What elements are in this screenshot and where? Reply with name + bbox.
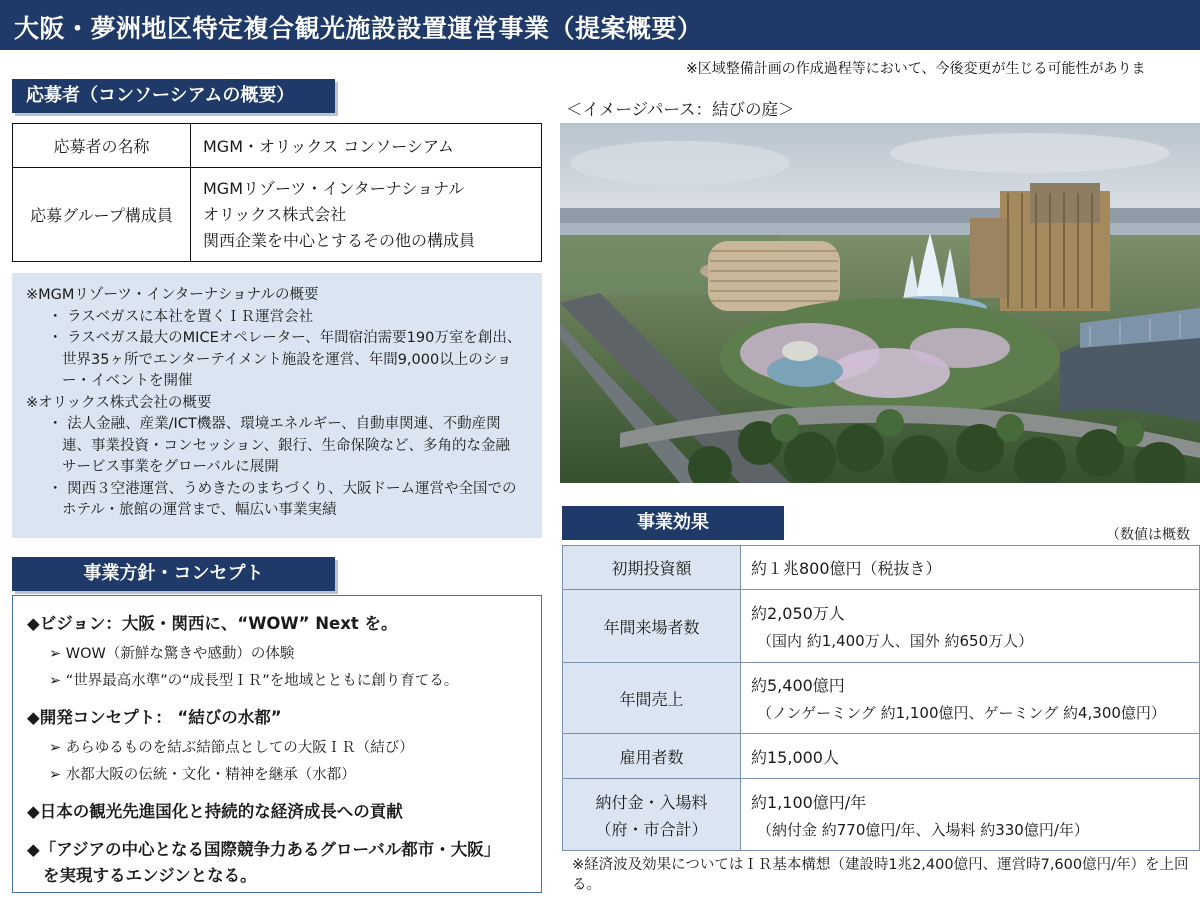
- resort-rendering-image: [560, 123, 1200, 483]
- effects-heading-text: 事業効果: [637, 512, 709, 533]
- table-row: [563, 734, 1200, 779]
- orix-overview-item: ・ 関西３空港運営、うめきたのまちづくり、大阪ドーム運営や全国でのホテル・旅館の運営まで、幅広い事業実績: [48, 480, 517, 518]
- effects-main-value: 約15,000人: [751, 747, 839, 767]
- orix-overview-item: ・ 法人金融、産業/ICT機器、環境エネルギー、自動車関連、不動産関連、事業投資・コンセッション、銀行、生命保険など、多角的な金融サービス事業をグローバルに展開: [48, 416, 511, 475]
- applicant-name-label: 応募者の名称: [13, 124, 191, 168]
- effects-value-employment: [741, 734, 1200, 779]
- disclaimer: ※区域整備計画の作成過程等において、今後変更が生じる可能性がありま: [686, 61, 1146, 77]
- table-row: [563, 546, 1200, 590]
- effects-label-visitors: 年間来場者数: [563, 590, 741, 663]
- table-row: [13, 168, 542, 262]
- applicant-heading: [12, 79, 335, 113]
- concept-heading-text: 事業方針・コンセプト: [83, 563, 264, 584]
- effects-value-visitors: [741, 590, 1200, 663]
- title-bar: [0, 0, 1200, 50]
- asia-statement: ◆「アジアの中心となる国際競争力あるグローバル都市・大阪」: [27, 840, 501, 859]
- mgm-overview-heading: ※MGMリゾーツ・インターナショナルの概要: [26, 287, 319, 303]
- effects-table: [562, 545, 1200, 851]
- effects-value-payments: [741, 779, 1200, 851]
- concept-heading: [12, 557, 335, 591]
- dev-concept: ◆開発コンセプト： “結びの水都”: [27, 708, 282, 727]
- applicant-heading-text: 応募者（コンソーシアムの概要）: [26, 85, 295, 106]
- effects-main-value: 約１兆800億円（税抜き）: [751, 559, 942, 578]
- effects-label-payments-line1: 納付金・入場料: [595, 792, 708, 812]
- vision-item: ➢ “世界最高水準”の“成長型ＩＲ”を地域とともに創り育てる。: [49, 673, 459, 689]
- table-row: [13, 124, 542, 168]
- effects-value-investment: [741, 546, 1200, 590]
- effects-main-value: 約1,100億円/年: [751, 792, 867, 812]
- member-orix: オリックス株式会社: [203, 204, 347, 224]
- values-approx-note: （数値は概数: [1106, 527, 1190, 543]
- effects-label-payments-line2: （府・市合計）: [595, 819, 708, 839]
- effects-label-sales: 年間売上: [563, 663, 741, 734]
- table-row: [563, 590, 1200, 663]
- effects-label-employment: 雇用者数: [563, 734, 741, 779]
- mgm-overview-item: ・ ラスベガス最大のMICEオペレーター、年間宿泊需要190万室を創出、世界35ヶ所でエンターテイメント施設を運営、年間9,000以上のショー・イベントを開催: [48, 330, 522, 389]
- asia-statement-cont: を実現するエンジンとなる。: [43, 866, 257, 885]
- page-title: 大阪・夢洲地区特定複合観光施設設置運営事業（提案概要）: [14, 14, 703, 43]
- member-others: 関西企業を中心とするその他の構成員: [203, 230, 476, 250]
- applicant-members-value: [191, 168, 542, 262]
- effects-sub-value: （国内 約1,400万人、国外 約650万人）: [757, 632, 1034, 650]
- company-overview-box: [12, 273, 542, 538]
- effects-heading: [562, 506, 784, 540]
- concept-box: [12, 595, 542, 893]
- dev-concept-item: ➢ あらゆるものを結ぶ結節点としての大阪ＩＲ（結び）: [49, 740, 414, 756]
- orix-overview-heading: ※オリックス株式会社の概要: [26, 394, 212, 411]
- effects-main-value: 約2,050万人: [751, 604, 845, 623]
- effects-label-investment: 初期投資額: [563, 546, 741, 590]
- dev-concept-item: ➢ 水都大阪の伝統・文化・精神を継承（水都）: [49, 767, 356, 783]
- image-caption: ＜イメージパース：結びの庭＞: [566, 100, 795, 119]
- economic-effect-footnote: ※経済波及効果についてはＩＲ基本構想（建設時1兆2,400億円、運営時7,600億円/年）を上回る。: [572, 857, 1189, 893]
- applicant-name-value: MGM・オリックス コンソーシアム: [191, 124, 542, 168]
- mgm-overview-item: ・ ラスベガスに本社を置くＩＲ運営会社: [48, 308, 314, 325]
- applicant-table: [12, 123, 542, 262]
- table-row: [563, 663, 1200, 734]
- tourism-statement: ◆日本の観光先進国化と持続的な経済成長への貢献: [27, 802, 403, 821]
- effects-sub-value: （納付金 約770億円/年、入場料 約330億円/年）: [757, 820, 1089, 839]
- vision-item: ➢ WOW（新鮮な驚きや感動）の体験: [49, 646, 295, 662]
- effects-value-sales: [741, 663, 1200, 734]
- effects-sub-value: （ノンゲーミング 約1,100億円、ゲーミング 約4,300億円）: [757, 704, 1166, 722]
- vision-statement: ◆ビジョン：大阪・関西に、“WOW” Next を。: [27, 614, 398, 633]
- applicant-members-label: 応募グループ構成員: [13, 168, 191, 262]
- effects-main-value: 約5,400億円: [751, 676, 845, 695]
- table-row: [563, 779, 1200, 851]
- effects-label-payments: [563, 779, 741, 851]
- member-mgm: MGMリゾーツ・インターナショナル: [203, 178, 465, 198]
